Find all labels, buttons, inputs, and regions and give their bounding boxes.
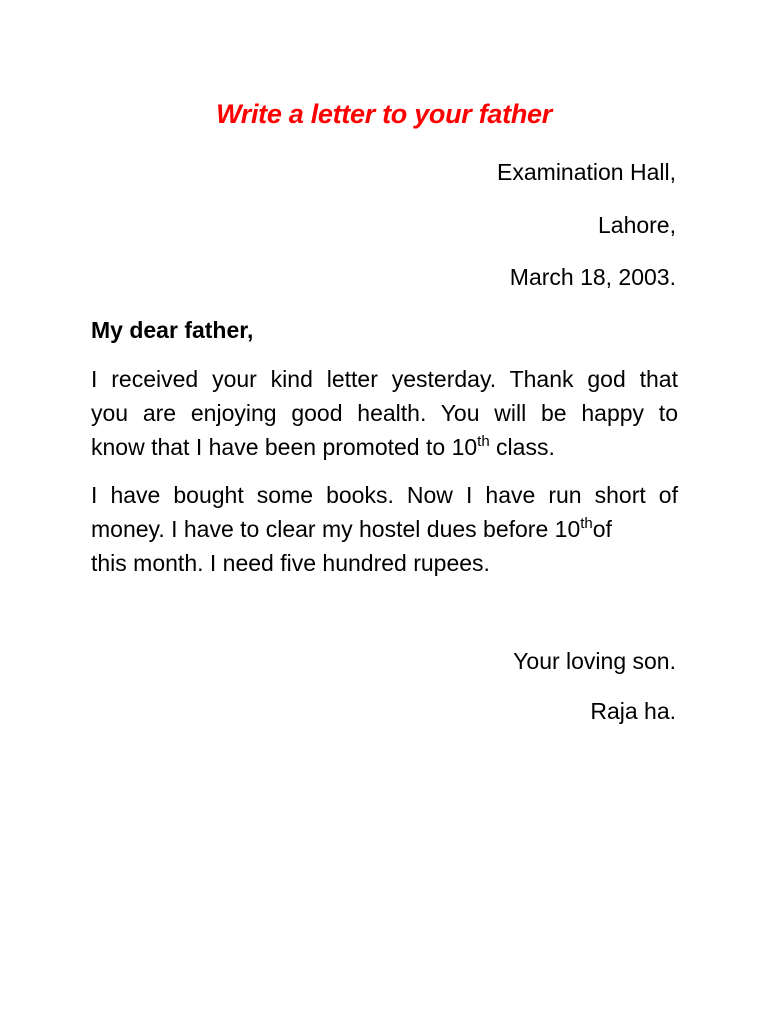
paragraph-2-line-3: this month. I need five hundred rupees. bbox=[91, 550, 490, 576]
paragraph-2-line-1: I have bought some books. Now I have run short of bbox=[91, 482, 678, 508]
paragraph-1 bbox=[91, 362, 678, 464]
paragraph-2 bbox=[91, 478, 678, 580]
paragraph-1-line-3-text: know that I have been promoted to 10 bbox=[91, 434, 478, 460]
closing-phrase: Your loving son. bbox=[513, 648, 676, 674]
salutation: My dear father, bbox=[91, 317, 254, 343]
paragraph-2-line-2 bbox=[91, 512, 678, 546]
ordinal-suffix: th bbox=[477, 433, 490, 450]
paragraph-2-line-2-end: of bbox=[592, 516, 612, 542]
ordinal-suffix: th bbox=[580, 515, 593, 532]
paragraph-1-line-3-end: class. bbox=[489, 434, 555, 460]
paragraph-1-line-3 bbox=[91, 430, 678, 464]
address-line-location: Examination Hall, bbox=[497, 159, 676, 185]
paragraph-2-line-2-text: money. I have to clear my hostel dues before 10 bbox=[91, 516, 581, 542]
document-title: Write a letter to your father bbox=[216, 99, 552, 129]
paragraph-1-line-2: you are enjoying good health. You will be happy to bbox=[91, 400, 678, 426]
address-line-city: Lahore, bbox=[597, 212, 676, 238]
paragraph-1-line-1: I received your kind letter yesterday. Thank god that bbox=[91, 366, 678, 392]
signature: Raja ha. bbox=[590, 698, 676, 724]
letter-date: March 18, 2003. bbox=[509, 264, 676, 290]
